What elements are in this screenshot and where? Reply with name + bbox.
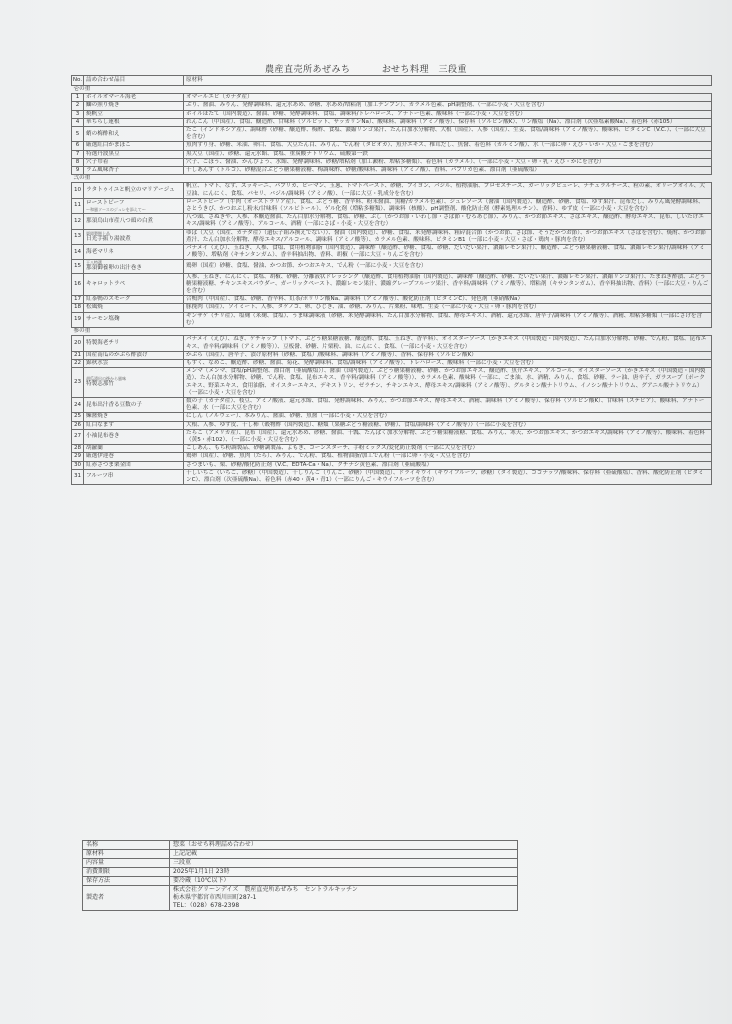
table-header-row — [72, 76, 712, 86]
table-row — [72, 296, 712, 304]
item-ingredients: 干しいちご（いちご、砂糖）（中国製造）、干しりんご（りんご、砂糖）（中国製造）、ドライキウイ（キウイフルーツ、砂糖）（タイ製造）、ココナッツ/酸味料、保存料（亜硫酸塩）、香料、酸化防止剤（ビタミンC）、漂白剤（次亜硫酸Na）、着色料（赤40・黄4・青1）（一部にりんご・キウイフルーツを含む） — [184, 469, 712, 484]
section-label: 壱の重 — [72, 86, 712, 94]
item-name-cell — [84, 413, 184, 421]
info-value: 要冷蔵（10℃以下） — [170, 877, 518, 886]
item-name: 鰊醤焼き — [86, 413, 109, 420]
table-row — [72, 469, 712, 484]
item-number: 8 — [72, 158, 84, 166]
item-number: 27 — [72, 429, 84, 444]
item-subtitle: 王八特選 — [86, 260, 102, 266]
table-row — [72, 229, 712, 244]
item-number: 29 — [72, 453, 84, 461]
item-name-cell — [84, 110, 184, 118]
info-row-expiry — [83, 868, 518, 877]
item-name: 鰤の照り焼き — [86, 102, 120, 109]
item-ingredients: れんこん（中国産）、食塩、醸造酢、甘味料（ソルビット、サッカリンNa）、酸味料、調味料（アミノ酸等）、保存料（ソルビン酸K）、リン酸塩（Na）、漂白剤（次亜塩素酸Na）、着色料（赤105） — [184, 118, 712, 126]
item-name: 厳選紅白かまぼこ — [86, 142, 131, 149]
item-name: ラタトゥイユと帆立のマリアージュ — [86, 187, 175, 194]
document-title — [0, 62, 732, 75]
table-row — [72, 453, 712, 461]
item-number: 20 — [72, 336, 84, 351]
item-ingredients: 魚肉すり身、砂糖、米油、卵白、食塩、大豆たん白、みりん、でん粉（タピオカ）、魚介エキス、椎茸だし、魚醤、着色料（カルミン酸）、水（一部に卵・えび・いか・大豆・ごまを含む） — [184, 142, 712, 150]
header-no: No. — [72, 76, 84, 86]
store-name: 農産直売所あぜみち — [264, 65, 351, 75]
item-name-cell — [84, 245, 184, 260]
info-label: 原材料 — [83, 850, 170, 859]
item-name: 胡蘿蘭 — [86, 445, 103, 452]
item-ingredients: たらこ（アメリカ産）、昆布（国産）、還元水あめ、砂糖、醤油、干瓢、たんぱく加水分解物、ぶどう糖果糖液糖、食塩、みりん、寒天、かつお節エキス、かつおエキス/調味料（アミノ酸等）、酸味料、着色料（黄5・赤102）、（一部に小麦・大豆を含む） — [184, 429, 712, 444]
item-number: 15 — [72, 260, 84, 273]
table-row — [72, 150, 712, 158]
item-name: 錦秋水雲 — [86, 359, 109, 366]
table-row — [72, 273, 712, 296]
item-name-cell — [84, 304, 184, 312]
item-ingredients: にしん（ノルウェー）、本みりん、醤油、砂糖、魚醤（一部に小麦・大豆を含む） — [184, 413, 712, 421]
info-value: 2025年1月1日 23時 — [170, 868, 518, 877]
product-info-table — [82, 840, 518, 911]
item-name: サーモン塩麹 — [86, 316, 120, 323]
info-label: 保存方法 — [83, 877, 170, 886]
item-name-cell — [84, 142, 184, 150]
item-ingredients: ボイルほたて（国内製造）、醤油、砂糖、発酵調味料、食塩、調味料/トレハロース、アナトー色素、酸味料（一部に小麦・大豆を含む） — [184, 110, 712, 118]
item-name-cell — [84, 429, 184, 444]
item-name: 松風焼 — [86, 304, 103, 311]
info-row-ingredients — [83, 850, 518, 859]
item-number: 23 — [72, 368, 84, 398]
item-number: 18 — [72, 304, 84, 312]
item-name: 特製志那竹 — [86, 381, 114, 388]
item-number: 19 — [72, 312, 84, 327]
item-ingredients: ごしあん、もち粉調製品、砂糖調製品、よもぎ、コーンスターチ、手粉ミックス/変化防止製剤（一部に大豆を含む） — [184, 445, 712, 453]
item-number: 11 — [72, 198, 84, 213]
table-row — [72, 127, 712, 142]
item-name-cell — [84, 469, 184, 484]
table-row — [72, 245, 712, 260]
table-row — [72, 167, 712, 175]
item-number: 14 — [72, 245, 84, 260]
item-name: 焼帆立 — [86, 110, 103, 117]
item-number: 10 — [72, 183, 84, 198]
item-name-cell — [84, 359, 184, 367]
ingredients-table — [71, 75, 712, 485]
item-name: 紅白なます — [86, 421, 114, 428]
item-subtitle: 栗岡製餅上品 — [86, 230, 110, 236]
item-ingredients: 大根、人参、ゆず皮、干し柿（穀物酢（国内製造）、糖類（果糖ぶどう糖液糖、砂糖）、食塩/調味料（アミノ酸等））（一部に小麦を含む） — [184, 421, 712, 429]
item-name: 特選丹波黒豆 — [86, 150, 120, 157]
section-row — [72, 86, 712, 94]
item-number: 4 — [72, 118, 84, 126]
item-name-cell — [84, 183, 184, 198]
table-row — [72, 198, 712, 213]
info-row-amount — [83, 859, 518, 868]
item-number: 28 — [72, 445, 84, 453]
item-name: 日光手振り湯波煮 — [86, 235, 131, 242]
item-ingredients: オマールエビ（カナダ産） — [184, 94, 712, 102]
item-number: 5 — [72, 127, 84, 142]
info-value: 上記記載 — [170, 850, 518, 859]
info-value — [170, 886, 518, 911]
item-ingredients: 人参、玉ねぎ、にんにく、食塩、胡椒、砂糖、分離液状ドレッシング（醸造酢、食用植物油脂（国内製造）、調味酢（醸造酢、砂糖、だいだい果汁、濃縮レモン果汁、濃縮リンゴ果汁）、たまねぎ酢漬、ぶどう糖果糖液糖、チキンエキスパウダー、ガーリックペースト、濃縮レモン果汁、濃縮グレープフルーツ果汁、香辛料/調味料（アミノ酸等）、増粘剤（キサンタンガム）、香辛料抽出物、香料）（一部に大豆・りんごを含む） — [184, 273, 712, 296]
table-row — [72, 94, 712, 102]
item-number: 30 — [72, 461, 84, 469]
table-row — [72, 183, 712, 198]
item-number: 13 — [72, 229, 84, 244]
item-name-cell — [84, 167, 184, 175]
item-name-cell — [84, 273, 184, 296]
item-name-cell — [84, 214, 184, 229]
item-name: 蛸の梅酢和え — [86, 130, 120, 137]
item-name: 紅赤さつま栗金団 — [86, 461, 131, 468]
table-row — [72, 102, 712, 110]
header-ingredients: 原材料 — [184, 76, 712, 86]
table-row — [72, 110, 712, 118]
item-name: ボイルオマール海老 — [86, 94, 137, 101]
item-name: 那須御養卵の出汁巻き — [86, 265, 142, 272]
item-number: 21 — [72, 351, 84, 359]
info-row-name — [83, 841, 518, 850]
item-number: 22 — [72, 359, 84, 367]
item-ingredients: メンマ（メンマ、食塩/pH調整剤、漂白剤（亜硫酸塩））、醤油（国内製造）、ぶどう糖果糖液糖、砂糖、かつお節エキス、醸造酢、魚介エキス、アルコール、オイスターソース（かきエキス（中国製造・国内製造）、たん白加水分解物、砂糖、でん粉、食塩、昆布エキス、香辛料/調味料（アミノ酸等））、カラメル色素、酸味料（一部に、ごま油、水、酒精、みりん、食塩、砂糖、ラー油、唐辛子、ガラスープ（ポークエキス、野菜エキス、食用油脂、オイスターエキス、デキストリン、ゼラチン、チキンエキス、酵母エキス/調味料（アミノ酸等）、グルタミン酸ナトリウム、イノシン酸ナトリウム、グアニル酸ナトリウム）（一部に小麦・大豆を含む） — [184, 368, 712, 398]
item-name: 穴子巾着 — [86, 158, 109, 165]
item-name-cell — [84, 397, 184, 412]
item-name-cell — [84, 351, 184, 359]
item-name-cell — [84, 461, 184, 469]
item-ingredients: 八つ頭、さぬきや、人参、本醸造醤油、たん白加水分解物、食塩、砂糖、ぶし（かつお節・いわし節・さば節・むろあじ節）、みりん、かつお節エキス、さばエキス、醸造酢、酵母エキス、昆布、しいたけエキス/調味料（アミノ酸等）、アルコール、酒精（一部にさば・小麦・大豆を含む） — [184, 214, 712, 229]
table-row — [72, 260, 712, 273]
table-row — [72, 368, 712, 398]
item-name: 昆布出汁香る豆数の子 — [86, 401, 142, 408]
item-name-cell — [84, 198, 184, 213]
item-name: 小袖昆布巻き — [86, 433, 120, 440]
item-name-cell — [84, 421, 184, 429]
section-label: 弐の重 — [72, 175, 712, 183]
item-ingredients: ゆば（大豆（国産、カナダ産）（遺伝子組み換えでない））、醤油（国内製造）、砂糖、食塩、米発酵調味料、粗砕混合節（かつお節、さば節、そうだかつお節）、かつお節エキス（さばを含む）、焼酎、かつお節煮汁、たん白加水分解物、酵母エキス/アルコール、調味料（アミノ酸等）、カラメル色素、酸味料、ビタミンB1（一部に小麦・大豆・さば・鶏肉・豚肉を含む） — [184, 229, 712, 244]
item-name-cell — [84, 94, 184, 102]
product-title: おせち料理 三段重 — [381, 65, 468, 75]
item-name-cell — [84, 296, 184, 304]
item-ingredients: 穴子、ごぼう、醤油、かんぴょう、水飴、発酵調味料、砂糖/増粘剤（加工澱粉、増粘多糖類）、着色料（カラメル）、（一部に小麦・大豆・卵・乳・えび・かにを含む） — [184, 158, 712, 166]
table-row — [72, 142, 712, 150]
table-row — [72, 461, 712, 469]
item-name: 海老マリネ — [86, 248, 114, 255]
item-name-cell — [84, 368, 184, 398]
item-ingredients: 合鴨肉（中国産）、食塩、砂糖、香辛料、紅茶/ポリリン酸Na、調味料（アミノ酸等）、酸化防止剤（ビタミンC）、発色剤（亜硝酸Na） — [184, 296, 712, 304]
info-row-maker — [83, 886, 518, 911]
item-name: ローストビーフ — [86, 199, 125, 206]
item-number: 17 — [72, 296, 84, 304]
table-row — [72, 214, 712, 229]
item-name: キャロットラペ — [86, 280, 126, 287]
item-name-cell — [84, 158, 184, 166]
item-ingredients: たこ（インドネシア産）、調味酢（砂糖、醸造酢、梅酢、食塩、濃縮リンゴ果汁、たん白加水分解物、大根（国産）、人参（国産）、生姜、食塩/調味料（アミノ酸等）、酸味料、ビタミンC（V.C.）、（一部に大豆を含む） — [184, 127, 712, 142]
item-ingredients: 鶏卵（国産）、砂糖、魚肉（たら）、みりん、でん粉、食塩、植物油脂/加工でん粉（一部に卵・小麦・大豆を含む） — [184, 453, 712, 461]
item-number: 16 — [72, 273, 84, 296]
info-row-storage — [83, 877, 518, 886]
item-ingredients: バナメイ（えび）、ねぎ、ケチャップ（トマト、ぶどう糖果糖液糖、醸造酢、食塩、玉ねぎ、香辛料）、オイスターソース（かきエキス（中国製造・国内製造）、たん白加水分解物、砂糖、でん粉、食塩、昆布エキス、香辛料/調味料（アミノ酸等））、豆板醤、砂糖、片栗粉、油、にんにく、食塩、（一部に小麦・大豆を含む） — [184, 336, 712, 351]
table-row — [72, 421, 712, 429]
table-row — [72, 359, 712, 367]
item-ingredients: ギンザケ（チリ産）、塩麹（米麹、食塩）、うま味調味液（砂糖、米発酵調味料、たん白加水分解物、食塩、酵母エキス）、酒精、還元水飴、唐辛子/調味料（アミノ酸等）、酒精、増粘多糖類（一部にさけを含む） — [184, 312, 712, 327]
table-row — [72, 158, 712, 166]
item-number: 24 — [72, 397, 84, 412]
info-value: 三段重 — [170, 859, 518, 868]
table-row — [72, 445, 712, 453]
table-row — [72, 312, 712, 327]
item-ingredients: 鶏卵（国産）砂糖、食塩、醤油、かつお節、かつおエキス、でん粉（一部に小麦・大豆を含む） — [184, 260, 712, 273]
item-number: 2 — [72, 102, 84, 110]
table-row — [72, 336, 712, 351]
item-number: 3 — [72, 110, 84, 118]
item-name-cell — [84, 118, 184, 126]
section-label: 参の重 — [72, 328, 712, 336]
item-name: 紅茶鴨のスモーク — [86, 296, 131, 303]
item-ingredients: バナメイ（えび）、玉ねぎ、人参、食塩、食用植物油脂（国内製造）、調味酢（醸造酢、砂糖、食塩、砂糖、だいだい果汁、濃縮レモン果汁）、醸造酢、ぶどう糖果糖液糖、食塩、濃縮レモン果汁/調味料（アミノ酸等）、増粘剤（キサンタンガム）、香辛料抽出物、香料、胡椒（一部に大豆・りんごを含む） — [184, 245, 712, 260]
item-number: 9 — [72, 167, 84, 175]
item-ingredients: 干しあんず（トルコ）、砂糖混合ぶどう糖果糖液糖、梅調味酢、砂糖/酸味料、調味料（アミノ酸）、香料、パプリカ色素、漂白剤（亜硫酸塩） — [184, 167, 712, 175]
item-name-cell — [84, 127, 184, 142]
item-number: 26 — [72, 421, 84, 429]
item-number: 7 — [72, 150, 84, 158]
section-row — [72, 175, 712, 183]
item-ingredients: かぶら（国産）、唐辛子、漬け原材料（砂糖、食塩）/酸味料、調味料（アミノ酸等）、香料、保存料（ソルビン酸K） — [184, 351, 712, 359]
item-subtitle: 胡瓜漬出の後から風味 — [86, 376, 126, 382]
maker-address: 栃木県宇都宮市西川田町287-1 — [173, 894, 257, 901]
item-name-cell — [84, 102, 184, 110]
info-label: 消費期限 — [83, 868, 170, 877]
item-name: ラム風味杏子 — [86, 167, 120, 174]
item-number: 6 — [72, 142, 84, 150]
item-name-cell — [84, 336, 184, 351]
table-row — [72, 351, 712, 359]
item-ingredients: 豚挽肉（国産）、ソイミート、人参、タケノコ、卵、ひじき、油、砂糖、みりん、片栗粉、味噌、生姜（一部に小麦・大豆・卵・豚肉を含む） — [184, 304, 712, 312]
item-ingredients: ぶり、醤油、みりん、発酵調味料、還元水あめ、砂糖、水あめ/増粘剤（加工デンプン）、カラメル色素、pH調整剤、（一部に小麦・大豆を含む） — [184, 102, 712, 110]
item-name-cell — [84, 453, 184, 461]
info-value: 惣菜（おせち料理詰め合わせ） — [170, 841, 518, 850]
item-ingredients: ローストビーフ（牛肉（オーストラリア産）、食塩、ぶどう糖、香辛料、粉末醤油、黒糖/カラメル色素）、ジュレソース（醤油（国内製造）、醸造酢、砂糖、食塩、ゆず果汁、昆布だし、みりん風発酵調味料、さとうきび、かつおぶし粉末/甘味料（ソルビトール）、ゲル化剤（増粘多糖類）、調味料（核酸）、pH調整剤、酸化防止剤（酵素処理ルチン）、香料）、ゆず皮（一部に小麦・大豆を含む） — [184, 198, 712, 213]
item-number: 12 — [72, 214, 84, 229]
item-number: 31 — [72, 469, 84, 484]
header-name: 詰め合わせ品目 — [84, 76, 184, 86]
item-name: 厳選伊達巻 — [86, 453, 114, 460]
item-name-cell — [84, 229, 184, 244]
item-ingredients: もずく、なめこ、醸造酢、砂糖、醤油、菊花、発酵調味料、食塩/調味料（アミノ酸等）、トレハロース、酸味料（一部に小麦・大豆を含む） — [184, 359, 712, 367]
item-name-cell — [84, 445, 184, 453]
item-name: 国産南瓜のかぶら酢漬け — [86, 351, 148, 358]
item-ingredients: さつまいも、栗、砂糖/酸化防止剤（V.C、EDTA-Ca・Na）、クチナシ黄色素、漂白剤（亜硫酸塩） — [184, 461, 712, 469]
item-name: フルーツ串 — [86, 473, 114, 480]
item-number: 1 — [72, 94, 84, 102]
item-name: 特製海老チリ — [86, 339, 120, 346]
item-name-cell — [84, 260, 184, 273]
table-row — [72, 118, 712, 126]
maker-company: 株式会社グリーンデイズ 農産直売所あぜみち セントラルキッチン — [173, 886, 358, 893]
item-name-cell — [84, 312, 184, 327]
table-row — [72, 397, 712, 412]
item-name-cell — [84, 150, 184, 158]
table-row — [72, 429, 712, 444]
item-name: 那須烏山市産八つ頭の白煮 — [86, 217, 154, 224]
info-label: 内容量 — [83, 859, 170, 868]
item-subtitle: ～和風ソースのジュレを添えて～ — [86, 207, 146, 213]
table-row — [72, 304, 712, 312]
section-row — [72, 328, 712, 336]
maker-phone: TEL：（028）678-2398 — [173, 902, 240, 909]
item-number: 25 — [72, 413, 84, 421]
item-ingredients: 黒大豆（国産）、砂糖、還元水飴、食塩、重炭酸ナトリウム、硫酸第一鉄 — [184, 150, 712, 158]
item-name: 華ちらし蓮根 — [86, 118, 120, 125]
table-row — [72, 413, 712, 421]
item-ingredients: 数の子（カナダ産）、枝豆、アミノ酸液、還元水飴、食塩、発酵調味料、みりん、かつお節エキス、酵母エキス、酒精、調味料（アミノ酸等）、保存料（ソルビン酸K）、甘味料（ステビア）、酸味料、アナトー色素、水（一部に大豆を含む） — [184, 397, 712, 412]
info-label: 製造者 — [83, 886, 170, 911]
item-ingredients: 帆立、トマト、なす、ズッキーニ、パプリカ、ピーマン、玉葱、トマトペースト、砂糖、ブイヨン、バジル、植物油脂、プロセスチーズ、ガーリックピューレ、ナチュラルチーズ、粒の素、オリーブオイル、大豆油、にんにく、食塩、パセリ、バジル/調味料（アミノ酸）、（一部に大豆・乳成分を含む） — [184, 183, 712, 198]
info-label: 名称 — [83, 841, 170, 850]
